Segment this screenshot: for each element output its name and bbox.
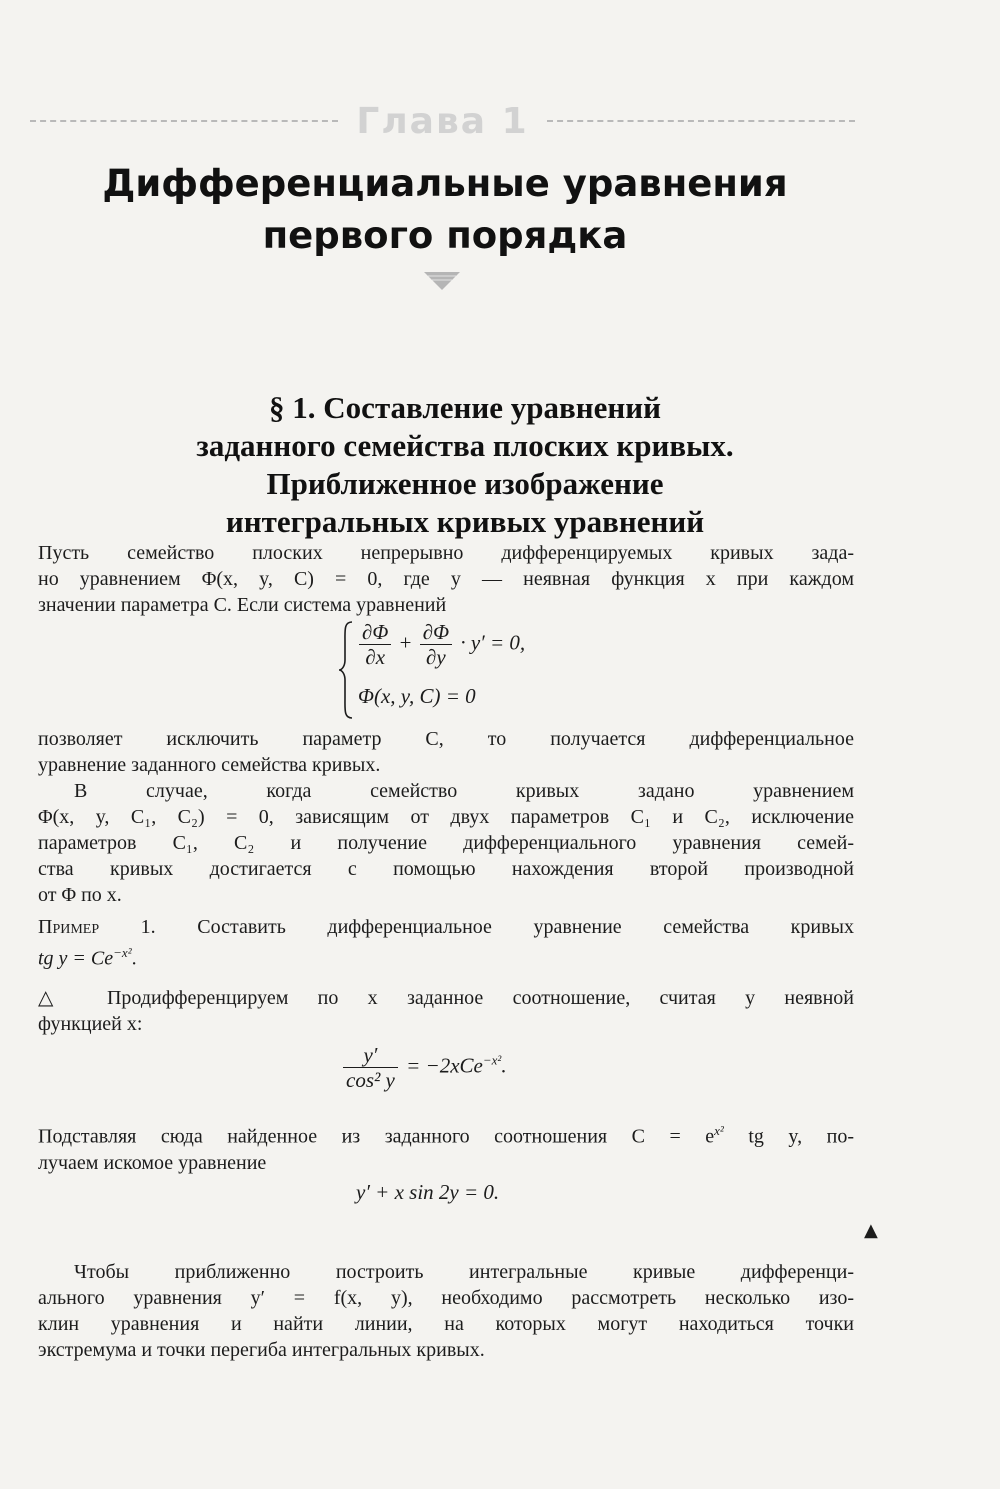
text-line: параметров C₁, C₂ и получение дифференциального уравнения семей-	[38, 832, 854, 854]
text-line: значении параметра C. Если система уравнений	[38, 594, 447, 616]
section-title	[0, 389, 930, 541]
chapter-title-line2: первого порядка	[262, 214, 628, 257]
equation-rest: · y′ = 0,	[460, 630, 526, 655]
text-line: ального уравнения y′ = f(x, y), необходимо рассмотреть несколько изо-	[38, 1287, 854, 1309]
text-line: В случае, когда семейство кривых задано уравнением	[74, 780, 854, 802]
fraction-denominator: ∂x	[365, 645, 386, 669]
fraction-denominator: ∂y	[426, 645, 446, 669]
paragraph-two-parameters	[38, 778, 854, 908]
fraction-denominator: cos² y	[346, 1068, 395, 1092]
fraction-numerator: ∂Φ	[420, 620, 452, 645]
text-line	[38, 940, 854, 972]
fraction-numerator: ∂Φ	[359, 620, 391, 645]
text-fragment: Подставляя сюда найденное из заданного соотношения C = e	[38, 1125, 715, 1148]
left-brace-icon	[338, 620, 354, 720]
equation-rhs: = −2xCe	[406, 1053, 483, 1078]
text-line	[38, 1118, 854, 1150]
fraction	[420, 620, 452, 669]
chapter-header	[30, 96, 855, 146]
example-1	[38, 914, 854, 972]
section-title-line2: заданного семейства плоских кривых.	[196, 428, 734, 463]
example-formula: tg y = Ce	[38, 947, 114, 970]
text-line: позволяет исключить параметр C, то получается дифференциальное	[38, 728, 854, 750]
example-text: Составить дифференциальное уравнение семейства кривых	[197, 916, 854, 938]
fraction-numerator: y′	[343, 1043, 398, 1068]
text-line: экстремума и точки перегиба интегральных кривых.	[38, 1339, 485, 1361]
text-line: Φ(x, y, C₁, C₂) = 0, зависящим от двух параметров C₁ и C₂, исключение	[38, 806, 854, 828]
chapter-rule-right	[547, 120, 855, 122]
text-line: △ Продифференцируем по x заданное соотношение, считая y неявной	[38, 987, 854, 1009]
triangle-ornament-icon	[424, 270, 460, 290]
system-equation-2: Φ(x, y, C) = 0	[358, 684, 476, 708]
derivative-equation	[340, 1043, 507, 1092]
fraction	[359, 620, 391, 669]
result-equation: y′ + x sin 2y = 0.	[356, 1180, 500, 1204]
punctuation: .	[131, 947, 137, 970]
superscript: −x²	[113, 945, 132, 960]
chapter-rule-left	[30, 120, 338, 122]
text-line: функцией x:	[38, 1013, 143, 1035]
paragraph-exclude-parameter	[38, 726, 854, 778]
system-equation-1	[356, 620, 525, 669]
text-line: уравнение заданного семейства кривых.	[38, 754, 381, 776]
section-title-line1: § 1. Составление уравнений	[269, 390, 661, 425]
section-title-line4: интегральных кривых уравнений	[225, 504, 705, 539]
chapter-title-line1: Дифференциальные уравнения	[102, 162, 788, 205]
solution-paragraph	[38, 985, 854, 1037]
paragraph-isoclines	[38, 1259, 854, 1363]
text-line: лучаем искомое уравнение	[38, 1151, 267, 1174]
punctuation: .	[501, 1053, 507, 1078]
text-line	[38, 914, 854, 940]
superscript: −x²	[482, 1052, 502, 1068]
text-line: от Φ по x.	[38, 884, 122, 906]
text-line: Чтобы приближенно построить интегральные кривые дифференци-	[74, 1261, 854, 1283]
example-label: Пример 1.	[38, 916, 156, 938]
text-line: ства кривых достигается с помощью нахождения второй производной	[38, 858, 854, 880]
section-title-line3: Приближенное изображение	[266, 466, 664, 501]
text-line: но уравнением Φ(x, y, C) = 0, где y — неявная функция x при каждом	[38, 568, 854, 590]
text-line: клин уравнения и найти линии, на которых могут находиться точки	[38, 1313, 854, 1335]
end-of-solution-icon: ▲	[864, 1220, 878, 1241]
substitution-paragraph	[38, 1118, 854, 1176]
fraction	[343, 1043, 398, 1092]
superscript: x²	[714, 1123, 724, 1138]
chapter-label: Глава 1	[356, 100, 529, 142]
equation-system	[338, 620, 598, 720]
text-line: Пусть семейство плоских непрерывно дифференцируемых кривых зада-	[38, 542, 854, 564]
chapter-title	[0, 158, 890, 262]
text-fragment: tg y, по-	[723, 1125, 854, 1148]
plus-sign: +	[399, 630, 412, 655]
paragraph-intro	[38, 540, 854, 618]
